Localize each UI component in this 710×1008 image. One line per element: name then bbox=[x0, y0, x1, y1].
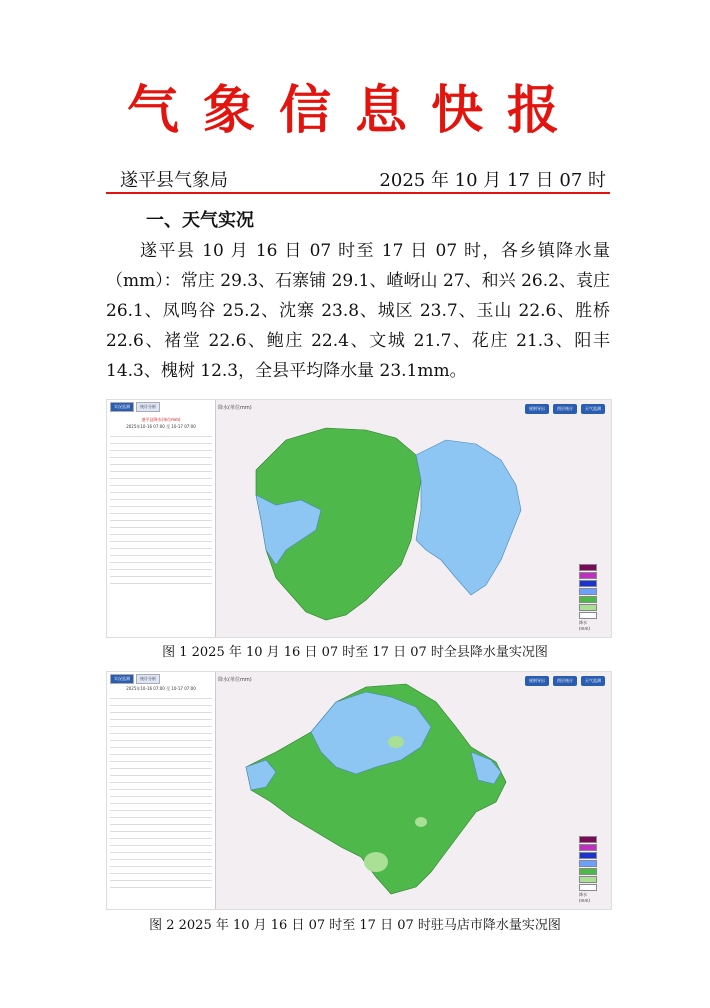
weather-monitor-button[interactable]: 天气监测 bbox=[581, 404, 605, 414]
panel-title: 遂平县降水(单位mm) bbox=[141, 417, 181, 422]
layer-stats-button[interactable]: 图层统计 bbox=[553, 676, 577, 686]
rain-legend bbox=[579, 836, 597, 903]
agency-name: 遂平县气象局 bbox=[120, 170, 228, 191]
header-divider bbox=[106, 192, 610, 194]
map-area[interactable] bbox=[216, 672, 611, 909]
weather-monitor-button[interactable]: 天气监测 bbox=[581, 676, 605, 686]
station-table bbox=[107, 432, 215, 584]
rain-area-light-green bbox=[415, 817, 427, 827]
tab-live[interactable]: 实况监测 bbox=[110, 402, 134, 412]
tab-stats[interactable]: 统计分析 bbox=[136, 402, 160, 412]
figure2-caption: 图 2 2025 年 10 月 16 日 07 时至 17 日 07 时驻马店市降水量实况图 bbox=[149, 918, 561, 933]
station-table bbox=[107, 694, 215, 888]
legend-title: 降水(mm) bbox=[579, 892, 590, 903]
layer-stats-button[interactable]: 图层统计 bbox=[553, 404, 577, 414]
map-unit-label: 降水(单位mm) bbox=[218, 677, 252, 683]
section-heading: 一、天气实况 bbox=[146, 210, 254, 231]
panel-time-range: 2025年10-16 07:00 至 10-17 07:00 bbox=[126, 424, 196, 429]
rain-area-light-green bbox=[388, 736, 404, 748]
panel-time-range: 2025年10-16 07:00 至 10-17 07:00 bbox=[126, 686, 196, 691]
rain-area-light-green bbox=[364, 852, 388, 872]
stats-panel bbox=[107, 672, 216, 909]
county-rain-map bbox=[216, 400, 611, 637]
export-button[interactable]: 规则导出 bbox=[525, 676, 549, 686]
city-rain-map bbox=[216, 672, 611, 909]
report-datetime: 2025 年 10 月 17 日 07 时 bbox=[379, 170, 606, 191]
tab-live[interactable]: 实况监测 bbox=[110, 674, 134, 684]
figure-county-map bbox=[106, 399, 612, 638]
report-title: 气象信息快报 bbox=[126, 80, 583, 141]
tab-stats[interactable]: 统计分析 bbox=[136, 674, 160, 684]
rain-legend bbox=[579, 564, 597, 631]
figure-city-map bbox=[106, 671, 612, 910]
stats-panel bbox=[107, 400, 216, 637]
rain-area-blue-east bbox=[416, 440, 521, 595]
figure1-caption: 图 1 2025 年 10 月 16 日 07 时至 17 日 07 时全县降水量实况图 bbox=[162, 645, 548, 660]
map-area[interactable] bbox=[216, 400, 611, 637]
legend-title: 降水(mm) bbox=[579, 620, 590, 631]
export-button[interactable]: 规则导出 bbox=[525, 404, 549, 414]
precipitation-paragraph: 遂平县 10 月 16 日 07 时至 17 日 07 时，各乡镇降水量（mm）：常庄 29.3、石寨铺 29.1、嵖岈山 27、和兴 26.2、袁庄 26.1、凤鸣谷 25.2、沈寨 23.8、城区 23.7、玉山 22.6、胜桥 22.6、褚堂 22.6、鲍庄 22.4、文城 21.7、花庄 21.3、阳丰 14.3、槐树 12.3，全县平均降水量 23.1mm。 bbox=[106, 241, 610, 381]
map-unit-label: 降水(单位mm) bbox=[218, 405, 252, 411]
